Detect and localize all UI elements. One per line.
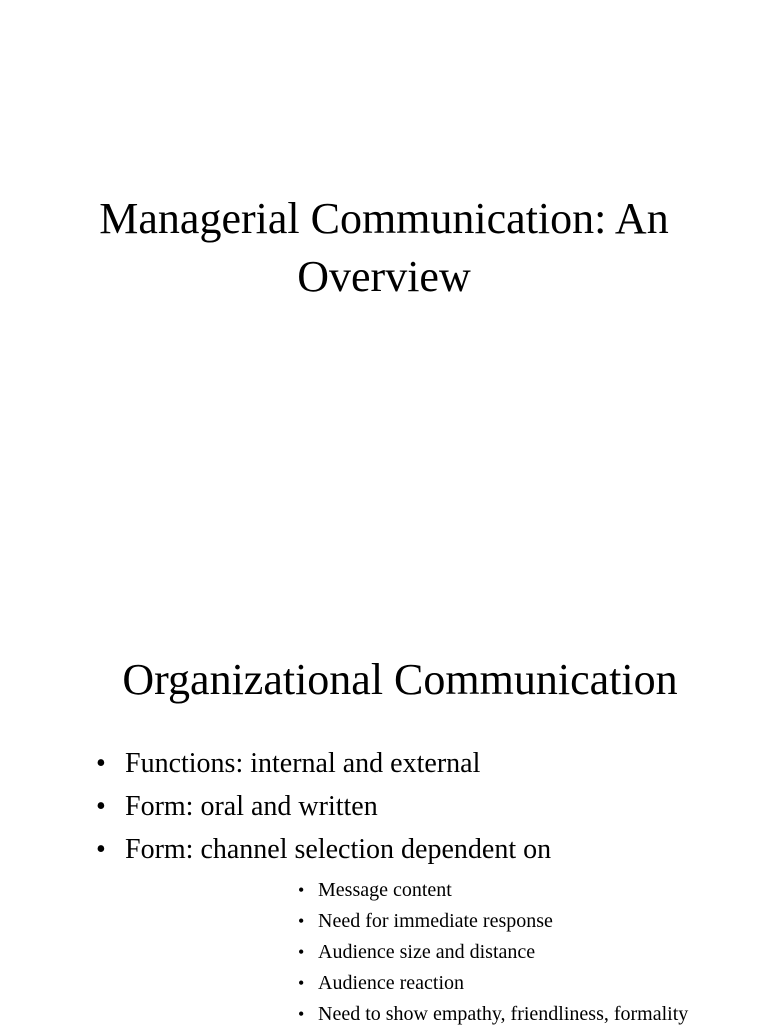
bullet-icon: •	[96, 748, 106, 779]
sub-bullet-item	[125, 906, 768, 937]
sub-bullet-item	[125, 968, 768, 999]
sub-bullet-icon: •	[298, 911, 305, 931]
sub-bullet-icon: •	[298, 880, 305, 900]
sub-bullet-icon: •	[298, 1004, 305, 1024]
bullet-item	[0, 742, 768, 785]
sub-bullet-text: Message content	[318, 879, 452, 901]
bullet-icon: •	[96, 791, 106, 822]
bullet-icon: •	[96, 834, 106, 865]
slide-heading: Organizational Communication	[122, 655, 678, 704]
sub-bullet-text: Audience size and distance	[318, 941, 536, 963]
bullet-text: Form: oral and written	[125, 791, 378, 822]
content-slide	[0, 576, 768, 1024]
sub-bullet-text: Audience reaction	[318, 972, 465, 994]
bullet-list	[0, 742, 768, 1030]
slide-title-line: Managerial Communication: An	[99, 194, 669, 243]
sub-bullet-icon: •	[298, 942, 305, 962]
sub-bullet-icon: •	[298, 973, 305, 993]
sub-bullet-text: Need for immediate response	[318, 910, 553, 932]
slide-title-line: Overview	[297, 252, 471, 301]
sub-bullet-text: Need to show empathy, friendliness, formality	[318, 1003, 689, 1025]
sub-bullet-list	[125, 875, 768, 1030]
sub-bullet-item	[125, 937, 768, 968]
slide-title	[40, 190, 728, 306]
sub-bullet-item	[125, 875, 768, 906]
bullet-text: Functions: internal and external	[125, 748, 481, 779]
sub-bullet-item	[125, 999, 768, 1030]
bullet-item	[0, 785, 768, 828]
bullet-text: Form: channel selection dependent on	[125, 834, 552, 865]
bullet-item	[0, 828, 768, 1030]
